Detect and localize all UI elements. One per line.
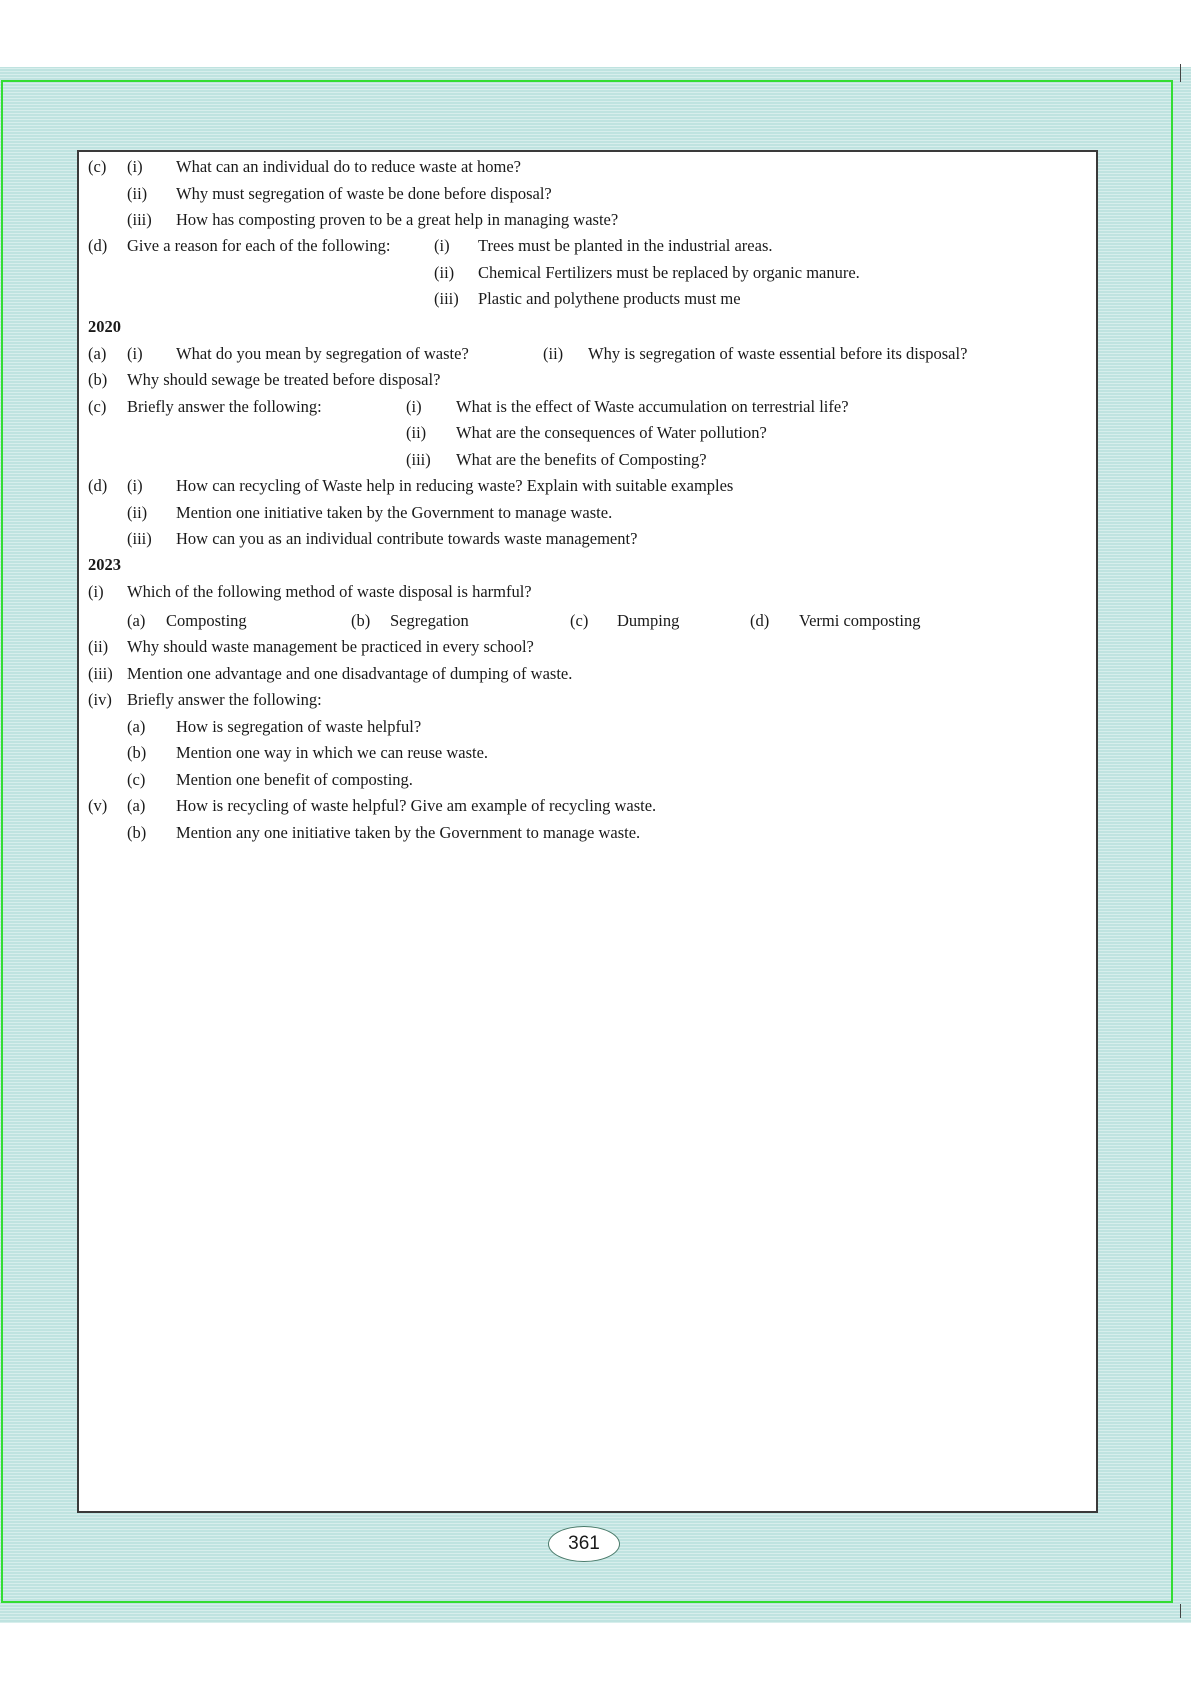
part-label: (v): [88, 796, 108, 815]
option-letter: (d): [750, 611, 770, 630]
part-label: (c): [88, 397, 107, 416]
option-letter: (a): [127, 717, 146, 736]
item-number: (ii): [434, 263, 455, 282]
option-letter: (b): [127, 823, 147, 842]
item-number: (ii): [127, 503, 148, 522]
year-heading-2020: 2020: [88, 317, 121, 336]
part-label: (d): [88, 476, 108, 495]
option-letter: (c): [570, 611, 589, 630]
item-number: (ii): [127, 184, 148, 203]
part-label: (d): [88, 236, 108, 255]
question-text: Briefly answer the following:: [127, 690, 322, 709]
year-heading-2023: 2023: [88, 555, 121, 574]
question-text: What are the benefits of Composting?: [456, 450, 707, 469]
question-text: Plastic and polythene products must me: [478, 289, 741, 308]
question-text: Why must segregation of waste be done before disposal?: [176, 184, 552, 203]
part-label: (iv): [88, 690, 112, 709]
item-number: (iii): [127, 529, 152, 548]
item-number: (ii): [406, 423, 427, 442]
question-text: How can you as an individual contribute towards waste management?: [176, 529, 638, 548]
part-label: (i): [88, 582, 104, 601]
question-text: How is recycling of waste helpful? Give am example of recycling waste.: [176, 796, 657, 815]
question-text: Why should sewage be treated before disposal?: [127, 370, 441, 389]
part-label: (c): [88, 157, 107, 176]
question-text: Chemical Fertilizers must be replaced by organic manure.: [478, 263, 860, 282]
item-number: (ii): [543, 344, 564, 363]
question-text: Mention one initiative taken by the Government to manage waste.: [176, 503, 613, 522]
question-text: Why is segregation of waste essential before its disposal?: [588, 344, 968, 363]
question-text: What are the consequences of Water pollution?: [456, 423, 767, 442]
item-number: (i): [127, 476, 143, 495]
part-label: (ii): [88, 637, 109, 656]
question-text: What do you mean by segregation of waste?: [176, 344, 469, 363]
option-letter: (a): [127, 611, 146, 630]
part-label: (iii): [88, 664, 113, 683]
item-number: (i): [406, 397, 422, 416]
option-letter: (a): [127, 796, 146, 815]
option-text: Composting: [166, 611, 247, 630]
question-text: How is segregation of waste helpful?: [176, 717, 422, 736]
option-text: Segregation: [390, 611, 469, 630]
question-text: Mention one advantage and one disadvantage of dumping of waste.: [127, 664, 573, 683]
question-text: What can an individual do to reduce waste at home?: [176, 157, 521, 176]
item-number: (iii): [406, 450, 431, 469]
crop-mark-top: [1180, 64, 1181, 82]
question-text: Briefly answer the following:: [127, 397, 322, 416]
question-text: Why should waste management be practiced in every school?: [127, 637, 534, 656]
item-number: (i): [127, 157, 143, 176]
item-number: (i): [127, 344, 143, 363]
item-number: (iii): [127, 210, 152, 229]
question-text: Trees must be planted in the industrial areas.: [478, 236, 773, 255]
option-letter: (c): [127, 770, 146, 789]
item-number: (i): [434, 236, 450, 255]
question-text: Mention one benefit of composting.: [176, 770, 413, 789]
option-text: Vermi composting: [799, 611, 921, 630]
option-letter: (b): [127, 743, 147, 762]
question-text: Which of the following method of waste disposal is harmful?: [127, 582, 532, 601]
question-text: Mention any one initiative taken by the Government to manage waste.: [176, 823, 641, 842]
option-letter: (b): [351, 611, 371, 630]
question-text: Mention one way in which we can reuse waste.: [176, 743, 489, 762]
page-number: 361: [548, 1526, 620, 1562]
question-text: How has composting proven to be a great help in managing waste?: [176, 210, 619, 229]
part-label: (a): [88, 344, 107, 363]
crop-mark-bottom: [1180, 1604, 1181, 1618]
question-text: How can recycling of Waste help in reducing waste? Explain with suitable examples: [176, 476, 734, 495]
question-text: What is the effect of Waste accumulation on terrestrial life?: [456, 397, 849, 416]
part-label: (b): [88, 370, 108, 389]
question-text: Give a reason for each of the following:: [127, 236, 391, 255]
item-number: (iii): [434, 289, 459, 308]
option-text: Dumping: [617, 611, 680, 630]
